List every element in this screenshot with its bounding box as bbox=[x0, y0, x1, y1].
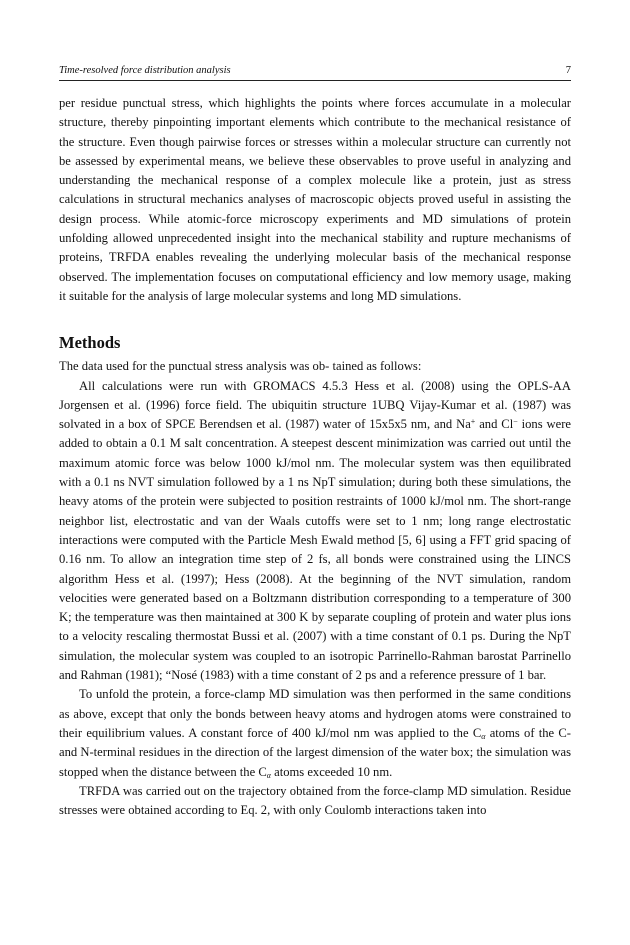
methods-p1-part-b: and Cl bbox=[475, 417, 514, 432]
methods-p2-part-a: To unfold the protein, a force-clamp MD simulation was then performed in the same conditions as above, except that only the bonds between heavy atoms and hydrogen atoms were constrained to their equilibrium values. A constant force of 400 kJ/mol nm was applied to the C bbox=[59, 687, 571, 740]
running-header bbox=[59, 64, 571, 78]
methods-p2-part-c: atoms exceeded 10 nm. bbox=[270, 764, 393, 779]
methods-p1-part-a: All calculations were run with GROMACS 4.5.3 Hess et al. (2008) using the OPLS-AA Jorgensen et al. (1996) force field. The ubiquitin structure 1UBQ Vijay-Kumar et al. (1987) was solvated in a box of SPCE Berendsen et al. (1987) water of 15x5x5 nm, and Na bbox=[59, 378, 571, 432]
alpha-subscript-2: α bbox=[266, 770, 271, 780]
running-title: Time-resolved force distribution analysis bbox=[59, 65, 231, 76]
methods-p2-part-b: atoms of the C- and N-terminal residues in the direction of the largest dimension of the water box; the simulation was stopped when the distance between the C bbox=[59, 725, 571, 779]
methods-paragraph-2 bbox=[59, 685, 571, 781]
intro-paragraph: per residue punctual stress, which highlights the points where forces accumulate in a molecular structure, thereby pinpointing important elements which contribute to the mechanical resistance of the structure. Even though pairwise forces or stresses within a molecular structure can currently not be assessed by experimental means, we believe these observables to prove useful in analyzing and understanding the mechanical response of a complex molecule like a protein, just as stress calculations in structural mechanics analyses of macroscopic objects proved useful in assisting the design process. While atomic-force microscopy experiments and MD simulations of protein unfolding allowed unprecedented insight into the mechanical stability and rupture mechanisms of proteins, TRFDA enables revealing the underlying molecular basis of the mechanical response observed. The implementation focuses on computational efficiency and low memory usage, making it suitable for the analysis of large molecular systems and long MD simulations. bbox=[59, 96, 571, 303]
chloride-charge: − bbox=[513, 417, 518, 427]
alpha-subscript-1: α bbox=[481, 731, 486, 741]
methods-paragraph-3: TRFDA was carried out on the trajectory obtained from the force-clamp MD simulation. Residue stresses were obtained according to Eq. 2, with only Coulomb interactions taken into bbox=[59, 783, 571, 818]
sodium-charge: + bbox=[470, 417, 476, 427]
section-title-methods: Methods bbox=[59, 333, 121, 353]
body-text bbox=[59, 94, 571, 820]
methods-lead: The data used for the punctual stress analysis was ob- tained as follows: bbox=[59, 359, 422, 374]
page-number: 7 bbox=[565, 65, 571, 76]
header-rule bbox=[59, 80, 571, 81]
methods-paragraph-1 bbox=[59, 377, 571, 686]
methods-p1-part-c: ions were added to obtain a 0.1 M salt concentration. A steepest descent minimization was carried out until the maximum atomic force was below 1000 kJ/mol nm. The molecular system was then equilibrated with a 0.1 ns NVT simulation followed by a 1 ns NpT simulation; during both these simulations, the heavy atoms of the protein were subjected to position restraints of 1000 kJ/mol nm. The short-range neighbor list, electrostatic and van der Waals cutoffs were set to 1 nm; long range electrostatic interactions were computed with the Particle Mesh Ewald method [5, 6] using a FFT grid spacing of 0.16 nm. To allow an integration time step of 2 fs, all bonds were constrained using the LINCS algorithm Hess et al. (1997); Hess (2008). At the beginning of the NVT simulation, random velocities were generated based on a Boltzmann distribution corresponding to a temperature of 300 K; the temperature was then maintained at 300 K by separate coupling of protein and water plus ions to a velocity rescaling thermostat Bussi et al. (2007) with a time constant of 0.1 ps. During the NpT simulation, the molecular system was coupled to an isotropic Parrinello-Rahman barostat Parrinello and Rahman (1981); “Nosé (1983) with a time constant of 2 ps and a reference pressure of 1 bar. bbox=[59, 417, 571, 683]
